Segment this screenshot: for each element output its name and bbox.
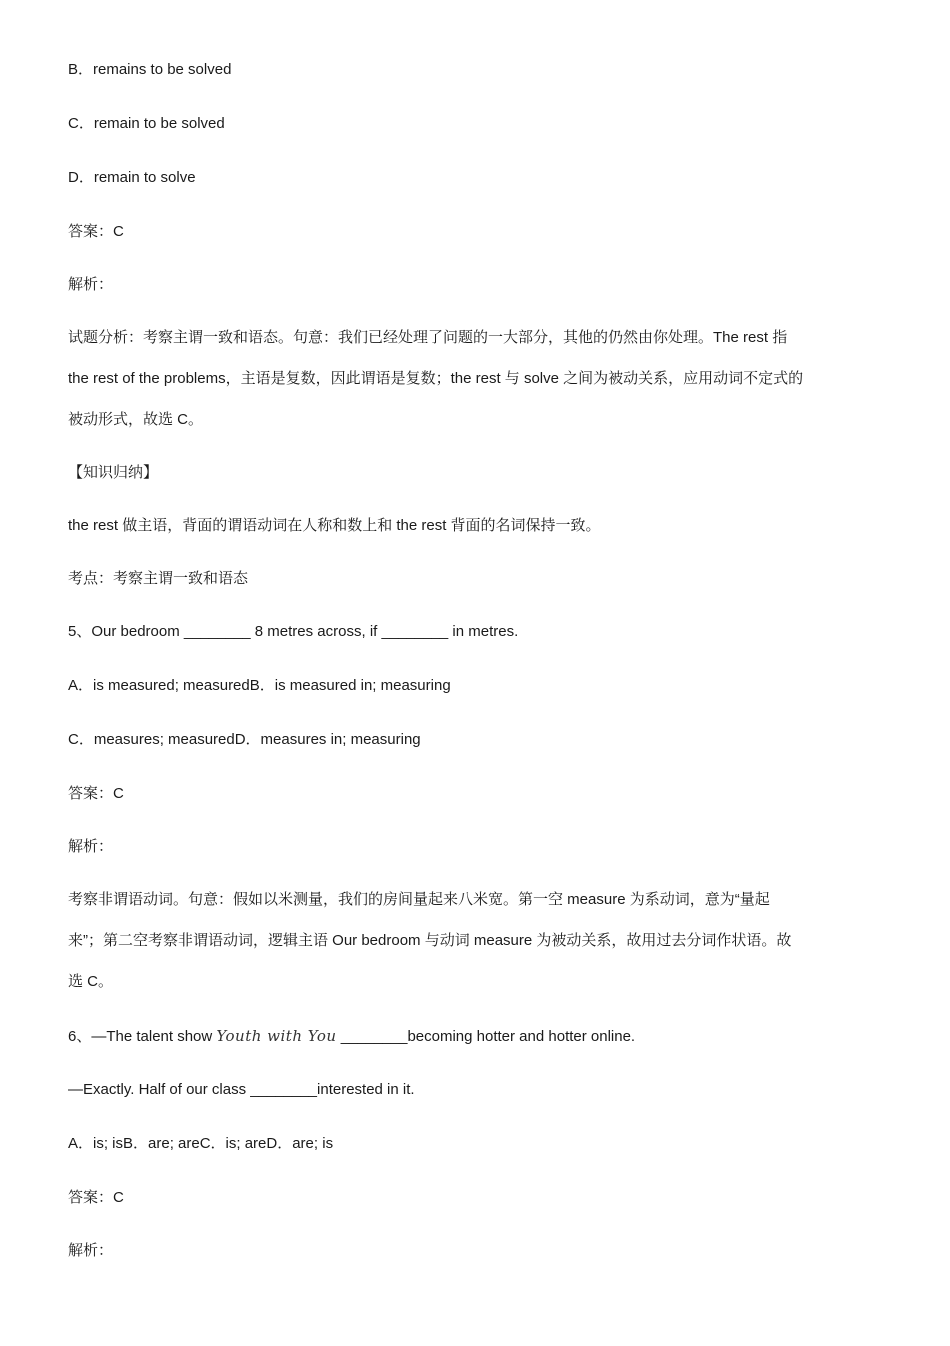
q4-test-point: 考点：考察主谓一致和语态 <box>68 570 249 587</box>
q4-option-b: B．remains to be solved <box>68 61 232 78</box>
q6-answer: 答案：C <box>68 1189 124 1206</box>
q4-analysis-line-2: the rest of the problems，主语是复数，因此谓语是复数；the rest 与 solve 之间为被动关系，应用动词不定式的 <box>68 370 804 387</box>
q5-analysis-line-1: 考察非谓语动词。句意：假如以米测量，我们的房间量起来八米宽。第一空 measure 为系动词，意为“量起 <box>68 891 770 908</box>
q6-stem-suffix: ________becoming hotter and hotter online. <box>336 1028 636 1045</box>
q5-analysis-paragraph <box>68 879 874 1002</box>
q4-analysis-line-3: 被动形式，故选 C。 <box>68 411 204 428</box>
q6-options: A．is; isB．are; areC．is; areD．are; is <box>68 1135 334 1152</box>
q4-option-d: D．remain to solve <box>68 169 196 186</box>
q5-analysis-line-3: 选 C。 <box>68 973 114 990</box>
q6-analysis-label: 解析： <box>68 1242 114 1259</box>
q6-show-title: Youth with You <box>216 1027 337 1045</box>
q4-analysis-paragraph <box>68 317 874 440</box>
q4-knowledge-text: the rest 做主语，背面的谓语动词在人称和数上和 the rest 背面的名词保持一致。 <box>68 517 601 534</box>
q5-answer: 答案：C <box>68 785 124 802</box>
q5-stem: 5、Our bedroom ________ 8 metres across, if ________ in metres. <box>68 623 519 640</box>
q4-analysis-label: 解析： <box>68 276 114 293</box>
q4-analysis-line-1: 试题分析：考察主谓一致和语态。句意：我们已经处理了问题的一大部分，其他的仍然由你处理。The rest 指 <box>68 329 788 346</box>
q6-stem <box>68 1026 635 1047</box>
q6-reply: —Exactly. Half of our class ________interested in it. <box>68 1081 415 1098</box>
q6-stem-prefix: 6、—The talent show <box>68 1028 217 1045</box>
q4-knowledge-title: 【知识归纳】 <box>68 464 159 481</box>
q4-answer: 答案：C <box>68 223 124 240</box>
q5-analysis-line-2: 来”；第二空考察非谓语动词，逻辑主语 Our bedroom 与动词 measure 为被动关系，故用过去分词作状语。故 <box>68 932 792 949</box>
q5-options-cd: C．measures; measuredD．measures in; measuring <box>68 731 421 748</box>
q5-options-ab: A．is measured; measuredB．is measured in; measuring <box>68 677 451 694</box>
q4-option-c: C．remain to be solved <box>68 115 225 132</box>
q5-analysis-label: 解析： <box>68 838 114 855</box>
